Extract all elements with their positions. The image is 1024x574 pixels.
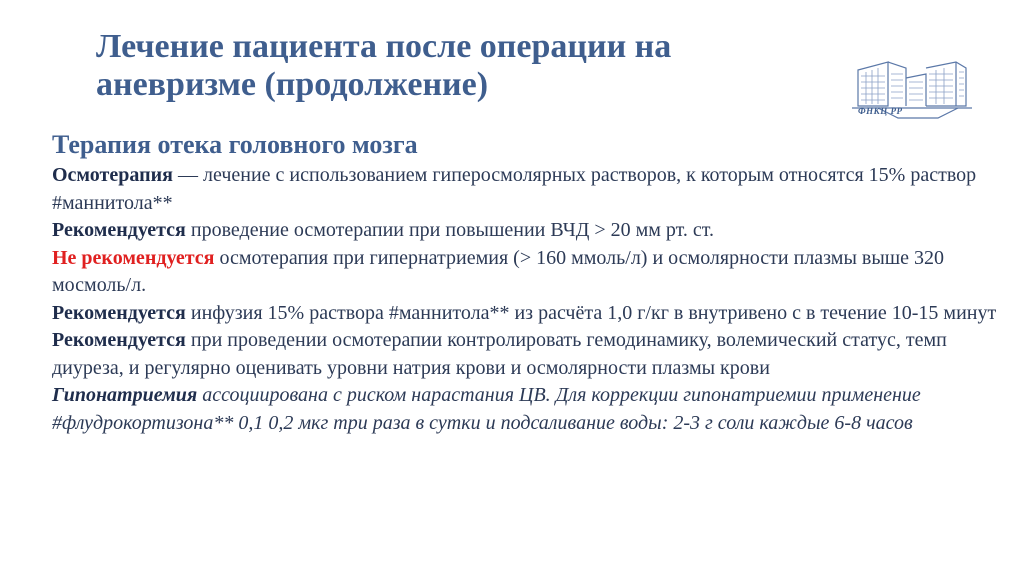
logo-caption: ФНКЦ РР [858, 106, 903, 116]
paragraph-lead: Осмотерапия [52, 164, 173, 186]
paragraph-recommendation-icp [52, 217, 1002, 245]
paragraph-lead-warning: Не рекомендуется [52, 246, 215, 269]
paragraph-lead: Гипонатриемия [52, 384, 198, 406]
title-continuation: (продолжение) [264, 66, 489, 103]
paragraph-not-recommended [52, 245, 1002, 300]
slide-title [96, 28, 816, 104]
title-line-2: аневризме [96, 66, 265, 103]
section-heading: Терапия отека головного мозга [52, 130, 418, 159]
paragraph-osmotherapy [52, 162, 1002, 217]
paragraph-text: ассоциирована с риском нарастания ЦВ. Для коррекции гипонатриемии применение #флудрокортизона** 0,1 0,2 мкг три раза в сутки и подсаливание воды: 2-3 г соли каждые 6-8 часов [52, 384, 921, 434]
paragraph-recommendation-mannitol [52, 300, 1002, 328]
paragraph-lead: Рекомендуется [52, 301, 186, 324]
paragraph-hyponatremia [52, 382, 1002, 437]
content-body [52, 162, 1002, 437]
paragraph-text: инфузия 15% раствора #маннитола** из расчёта 1,0 г/кг в внутривено с в течение 10-15 минут [185, 301, 997, 324]
paragraph-text: осмотерапия при гипернатриемия (> 160 ммоль/л) и осмолярности плазмы выше 320 мосмоль/л. [52, 246, 945, 296]
paragraph-lead: Рекомендуется [52, 219, 186, 241]
paragraph-text: — лечение с использованием гиперосмолярных растворов, к которым относятся 15% раствор #маннитола** [52, 164, 977, 214]
paragraph-text: при проведении осмотерапии контролировать гемодинамику, волемический статус, темп диуреза, и регулярно оценивать уровни натрия крови и осмолярности плазмы крови [52, 329, 947, 379]
paragraph-recommendation-monitoring [52, 327, 1002, 382]
paragraph-text: проведение осмотерапии при повышении ВЧД > 20 мм рт. ст. [185, 219, 715, 241]
paragraph-lead: Рекомендуется [52, 329, 186, 351]
title-line-1: Лечение пациента после операции на [96, 28, 672, 65]
